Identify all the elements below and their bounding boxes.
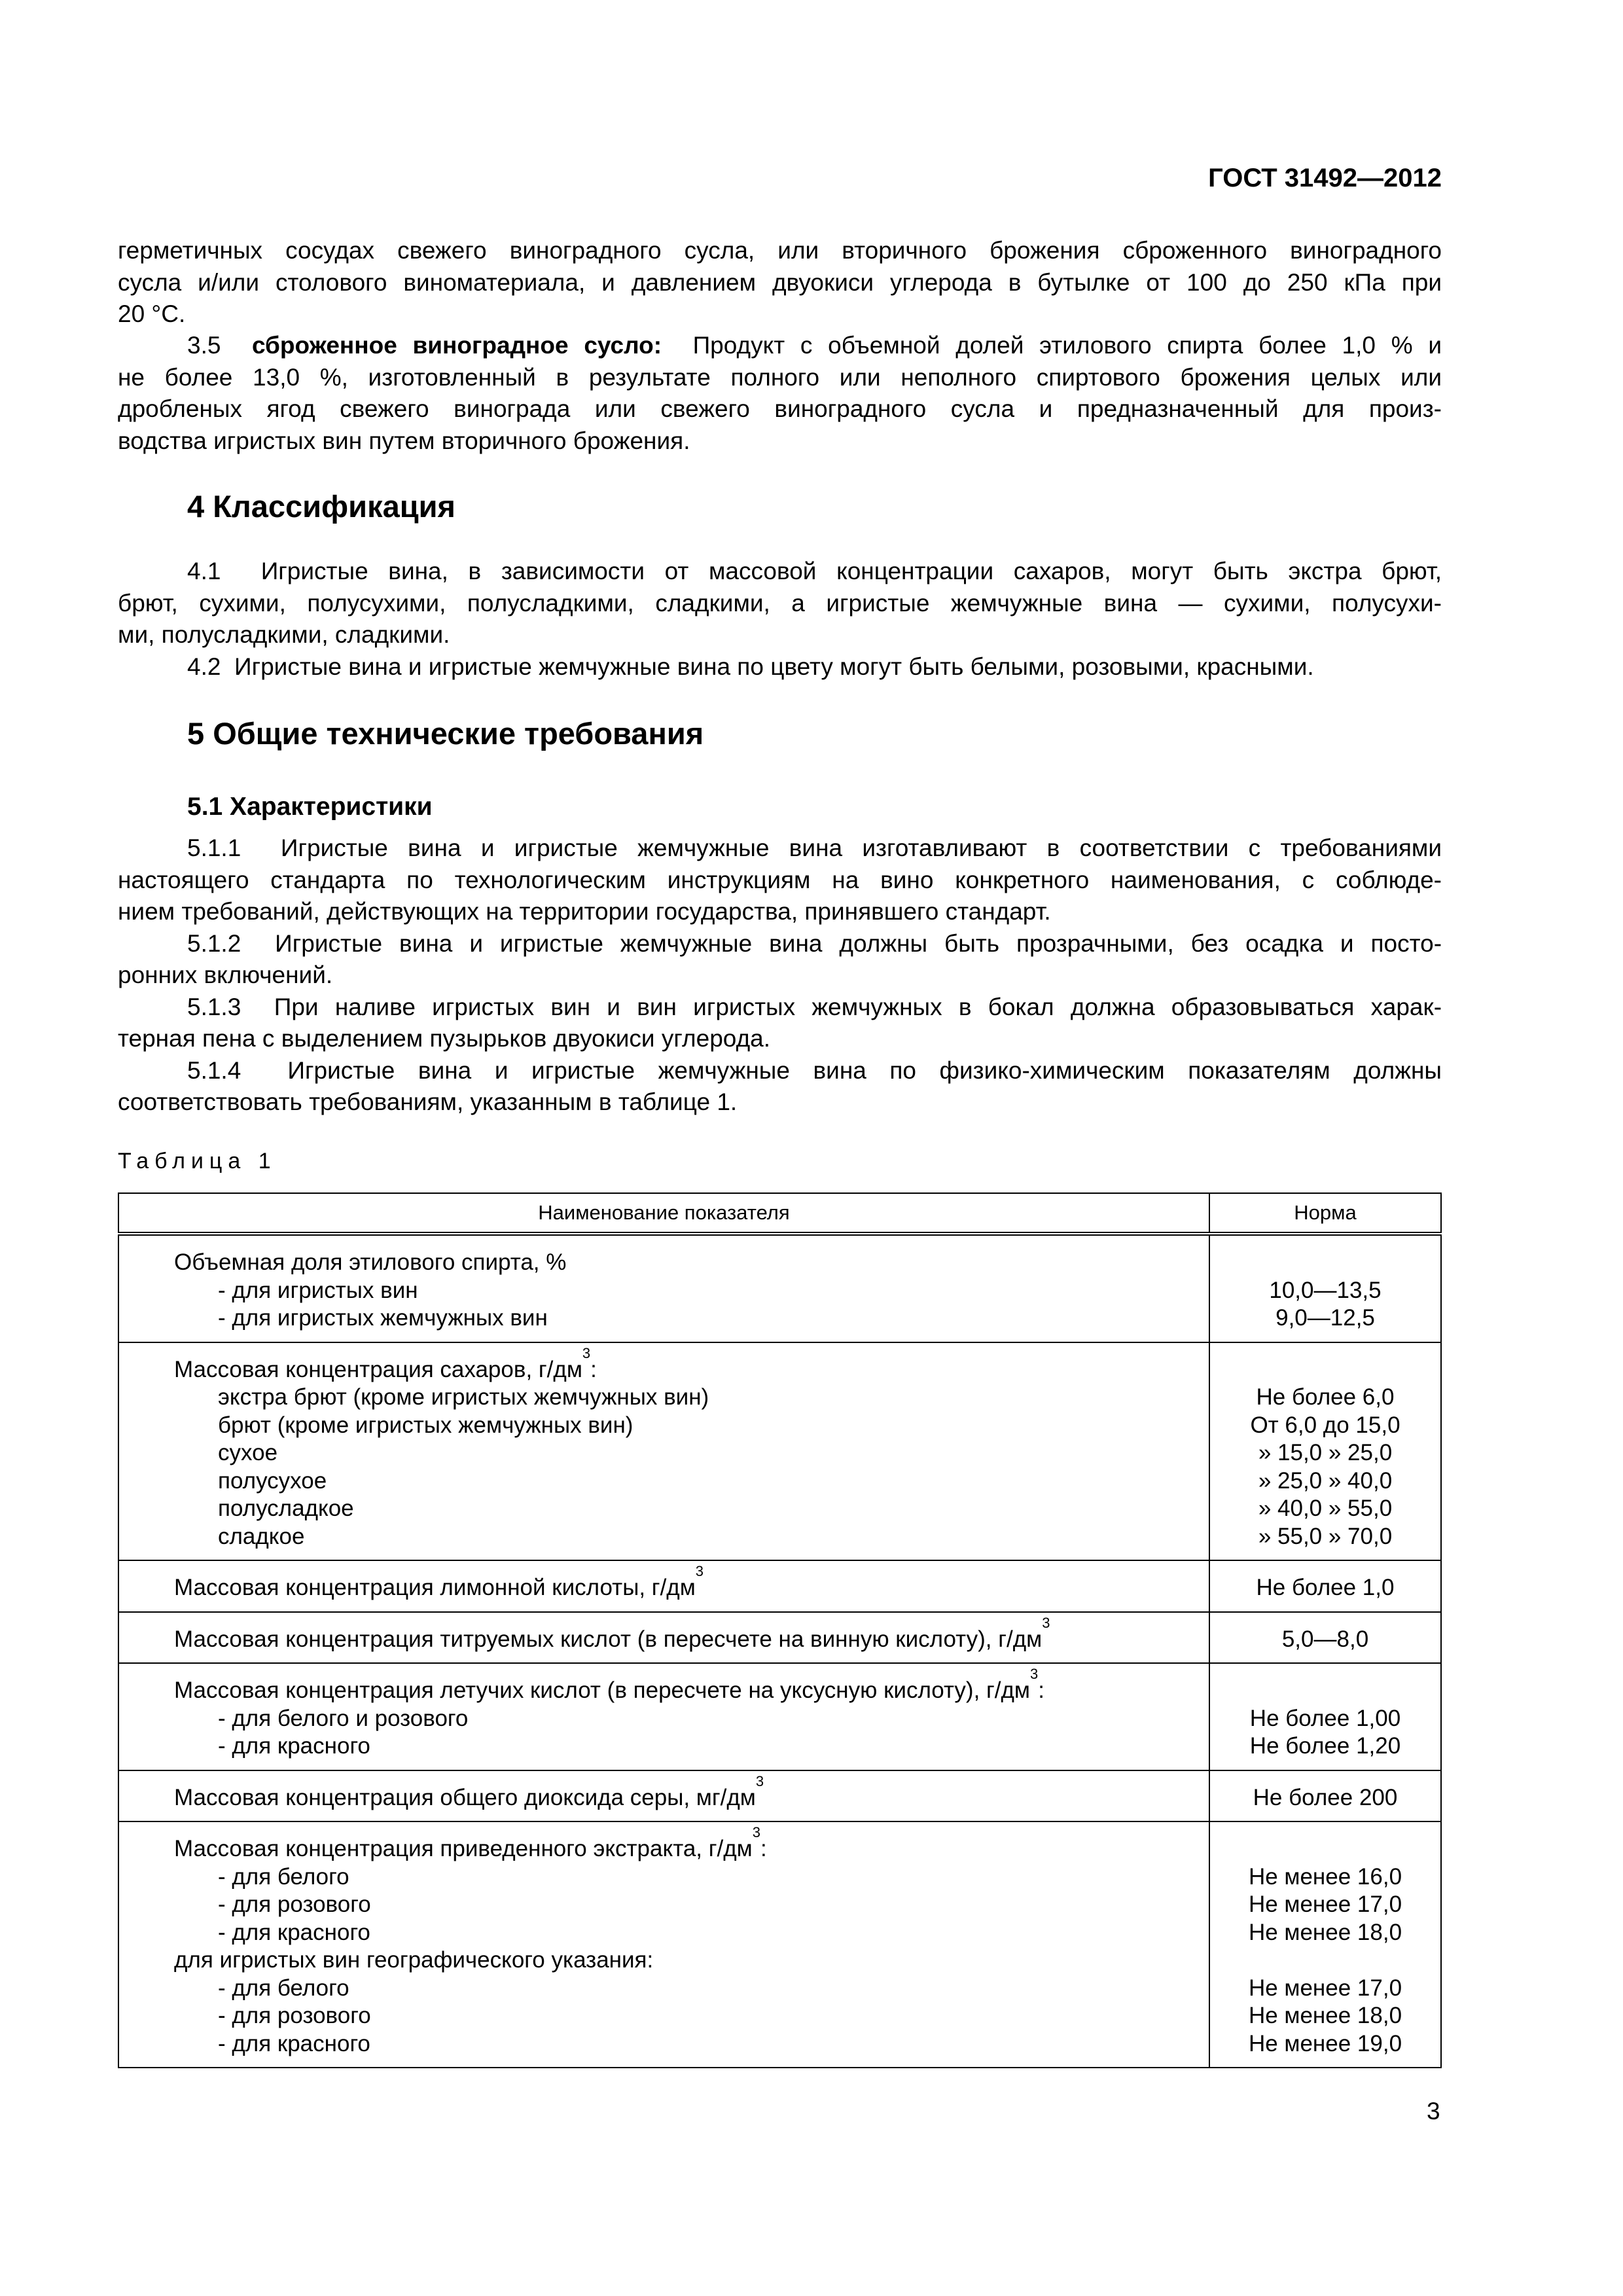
indicator-line	[174, 1824, 1209, 1863]
indicator-line	[174, 1614, 1209, 1654]
indicator-text: для игристых вин географического указания:	[174, 1947, 654, 1973]
norm-cell	[1209, 1560, 1441, 1612]
clause-number: 5.1.3	[187, 993, 241, 1020]
indicator-text: сухое	[218, 1440, 278, 1465]
indicator-text: Массовая концентрация титруемых кислот (в пересчете на винную кислоту), г/дм	[174, 1626, 1043, 1652]
indicator-text: - для игристых жемчужных вин	[218, 1305, 548, 1331]
norm-value: Не менее 18,0	[1248, 2003, 1402, 2028]
text-line: герметичных сосудах свежего виноградного сусла, или вторичного брожения сброженного виноградного	[118, 237, 1442, 264]
indicator-text: полусухое	[218, 1467, 327, 1494]
norm-cell	[1209, 1612, 1441, 1664]
clause-text: Игристые вина и игристые жемчужные вина должны быть прозрачными, без осадка и посто-	[275, 929, 1442, 957]
indicator-text: Массовая концентрация сахаров, г/дм	[174, 1356, 582, 1382]
indicator-suffix: :	[590, 1356, 597, 1382]
clause-number: 4.2	[187, 653, 221, 680]
indicator-text: Массовая концентрация летучих кислот (в пересчете на уксусную кислоту), г/дм	[174, 1677, 1030, 1703]
indicator-line	[174, 1705, 1209, 1733]
indicator-text: брют (кроме игристых жемчужных вин)	[218, 1412, 633, 1438]
norm-value: » 40,0 » 55,0	[1258, 1496, 1393, 1521]
indicator-cell	[118, 1612, 1209, 1664]
norm-value	[1210, 1249, 1440, 1277]
indicator-text: - для белого	[218, 1975, 349, 2001]
indicator-line	[174, 1344, 1209, 1384]
indicator-cell	[118, 1234, 1209, 1342]
norm-value: 10,0—13,5	[1269, 1277, 1382, 1303]
text-line	[118, 556, 1442, 588]
norm-value: Не более 200	[1253, 1784, 1398, 1810]
indicator-text: - для игристых вин	[218, 1277, 418, 1303]
indicator-text: - для красного	[218, 1733, 370, 1759]
page-number: 3	[1427, 2098, 1440, 2125]
column-header-norm: Норма	[1209, 1193, 1441, 1234]
indicator-line	[174, 1891, 1209, 1919]
indicator-text: полусладкое	[218, 1496, 354, 1521]
text-line	[118, 1055, 1442, 1087]
section-5-1-heading: 5.1 Характеристики	[187, 793, 433, 821]
table-row	[118, 1342, 1441, 1561]
indicator-line	[174, 1946, 1209, 1975]
norm-value: Не менее 18,0	[1248, 1919, 1402, 1945]
norm-value: Не более 6,0	[1256, 1384, 1395, 1410]
table-caption: Таблица 1	[118, 1149, 277, 1174]
superscript: 3	[755, 1772, 764, 1789]
text-line: водства игристых вин путем вторичного брожения.	[118, 427, 690, 454]
table-row	[118, 1821, 1441, 2068]
table-row	[118, 1612, 1441, 1664]
indicator-suffix: :	[760, 1836, 767, 1861]
paragraph-3-4-continuation	[118, 235, 1442, 331]
table-row	[118, 1234, 1441, 1342]
indicator-line	[174, 1439, 1209, 1467]
section-5-heading: 5 Общие технические требования	[187, 716, 704, 751]
indicator-text: - для розового	[218, 2003, 371, 2028]
indicator-line	[174, 1863, 1209, 1892]
clause-text: Продукт с объемной долей этилового спирта более 1,0 % и	[692, 332, 1442, 359]
norm-value: » 15,0 » 25,0	[1258, 1440, 1393, 1465]
superscript: 3	[1030, 1666, 1039, 1682]
section-4-paragraphs	[118, 556, 1442, 683]
indicator-text: - для белого	[218, 1863, 349, 1890]
indicator-line	[174, 1975, 1209, 2003]
indicator-line	[174, 1304, 1209, 1333]
norm-value: 9,0—12,5	[1275, 1305, 1375, 1331]
clause-text: Игристые вина и игристые жемчужные вина по физико-химическим показателям должны	[287, 1056, 1442, 1084]
clause-text: Игристые вина и игристые жемчужные вина изготавливают в соответствии с требованиями	[280, 834, 1442, 861]
indicator-text: экстра брют (кроме игристых жемчужных вин)	[218, 1384, 709, 1410]
table-row	[118, 1560, 1441, 1612]
indicator-line	[174, 1523, 1209, 1551]
text-line: нием требований, действующих на территории государства, принявшего стандарт.	[118, 898, 1051, 925]
norm-value	[1210, 1356, 1440, 1384]
indicator-text: Массовая концентрация общего диоксида серы, мг/дм	[174, 1784, 756, 1810]
text-line: соответствовать требованиям, указанным в таблице 1.	[118, 1088, 738, 1115]
norm-value: Не менее 16,0	[1248, 1863, 1402, 1890]
clause-text: Игристые вина и игристые жемчужные вина по цвету могут быть белыми, розовыми, красными.	[234, 653, 1314, 680]
norm-value: 5,0—8,0	[1281, 1626, 1369, 1652]
text-line: не более 13,0 %, изготовленный в результате полного или неполного спиртового брожения целых или	[118, 363, 1442, 391]
indicator-cell	[118, 1821, 1209, 2068]
clause-number: 5.1.4	[187, 1056, 241, 1084]
indicator-cell	[118, 1770, 1209, 1822]
superscript: 3	[752, 1824, 760, 1840]
norm-value: Не более 1,0	[1256, 1575, 1395, 1600]
indicator-line	[174, 1563, 1209, 1602]
text-line: настоящего стандарта по технологическим инструкциям на вино конкретного наименования, с соблюде-	[118, 866, 1442, 893]
text-line: ми, полусладкими, сладкими.	[118, 621, 450, 648]
table-row	[118, 1663, 1441, 1770]
indicator-text: - для красного	[218, 2030, 370, 2056]
text-line: брют, сухими, полусухими, полусладкими, сладкими, а игристые жемчужные вина — сухими, полусухи-	[118, 589, 1442, 617]
superscript: 3	[695, 1563, 704, 1579]
document-code: ГОСТ 31492—2012	[1208, 164, 1442, 192]
indicator-text: Массовая концентрация приведенного экстракта, г/дм	[174, 1836, 753, 1861]
superscript: 3	[1042, 1614, 1050, 1631]
norm-cell	[1209, 1342, 1441, 1561]
indicator-line	[174, 1919, 1209, 1947]
text-line	[118, 651, 1442, 683]
clause-text: При наливе игристых вин и вин игристых жемчужных в бокал должна образовываться харак-	[274, 993, 1442, 1020]
norm-cell	[1209, 1770, 1441, 1822]
indicator-text: сладкое	[218, 1523, 305, 1549]
indicator-line	[174, 1772, 1209, 1812]
column-header-indicator: Наименование показателя	[118, 1193, 1209, 1234]
indicator-line	[174, 1384, 1209, 1412]
text-line: ронних включений.	[118, 961, 333, 988]
indicator-line	[174, 2030, 1209, 2058]
text-line: дробленых ягод свежего винограда или свежего виноградного сусла и предназначенный для произ-	[118, 395, 1442, 422]
norm-value: Не менее 17,0	[1248, 1975, 1402, 2001]
superscript: 3	[582, 1344, 591, 1361]
section-5-1-paragraphs	[118, 833, 1442, 1119]
norm-cell	[1209, 1234, 1441, 1342]
norm-value: » 55,0 » 70,0	[1258, 1523, 1393, 1549]
indicator-line	[174, 1666, 1209, 1705]
indicator-cell	[118, 1663, 1209, 1770]
indicator-line	[174, 1732, 1209, 1761]
norm-value: Не более 1,20	[1249, 1733, 1401, 1759]
indicator-text: - для белого и розового	[218, 1705, 469, 1731]
requirements-table	[118, 1193, 1442, 2068]
text-line	[118, 330, 1442, 362]
indicator-line	[174, 1249, 1209, 1277]
norm-value	[1210, 1946, 1440, 1975]
norm-cell	[1209, 1663, 1441, 1770]
text-line	[118, 928, 1442, 960]
text-line: сусла и/или столового виноматериала, и давлением двуокиси углерода в бутылке от 100 до 250 кПа при	[118, 268, 1442, 296]
norm-value: » 25,0 » 40,0	[1258, 1467, 1393, 1494]
indicator-text: Объемная доля этилового спирта, %	[174, 1249, 567, 1275]
norm-value: Не менее 19,0	[1248, 2030, 1402, 2056]
clause-number: 4.1	[187, 558, 221, 584]
indicator-suffix: :	[1038, 1677, 1044, 1703]
norm-value	[1210, 1835, 1440, 1863]
norm-value	[1210, 1677, 1440, 1705]
indicator-line	[174, 1495, 1209, 1523]
norm-value: От 6,0 до 15,0	[1250, 1412, 1400, 1438]
text-line	[118, 992, 1442, 1024]
clause-number: 5.1.2	[187, 929, 241, 957]
norm-value: Не более 1,00	[1249, 1705, 1401, 1731]
table-header-row	[118, 1193, 1441, 1234]
indicator-line	[174, 1467, 1209, 1496]
indicator-cell	[118, 1560, 1209, 1612]
indicator-text: - для красного	[218, 1919, 370, 1945]
norm-value: Не менее 17,0	[1248, 1892, 1402, 1917]
table-row	[118, 1770, 1441, 1822]
norm-cell	[1209, 1821, 1441, 2068]
clause-number: 5.1.1	[187, 834, 241, 861]
text-line: терная пена с выделением пузырьков двуокиси углерода.	[118, 1025, 771, 1052]
indicator-text: Массовая концентрация лимонной кислоты, г/дм	[174, 1575, 696, 1600]
indicator-cell	[118, 1342, 1209, 1561]
indicator-text: - для розового	[218, 1892, 371, 1917]
text-line	[118, 833, 1442, 865]
indicator-line	[174, 1412, 1209, 1440]
indicator-line	[174, 1277, 1209, 1305]
clause-number: 3.5	[187, 332, 221, 359]
paragraph-3-5	[118, 330, 1442, 457]
term: сброженное виноградное сусло:	[251, 332, 662, 359]
section-4-heading: 4 Классификация	[187, 489, 455, 524]
clause-text: Игристые вина, в зависимости от массовой концентрации сахаров, могут быть экстра брют,	[260, 558, 1442, 584]
text-line: 20 °С.	[118, 300, 186, 327]
indicator-line	[174, 2002, 1209, 2030]
